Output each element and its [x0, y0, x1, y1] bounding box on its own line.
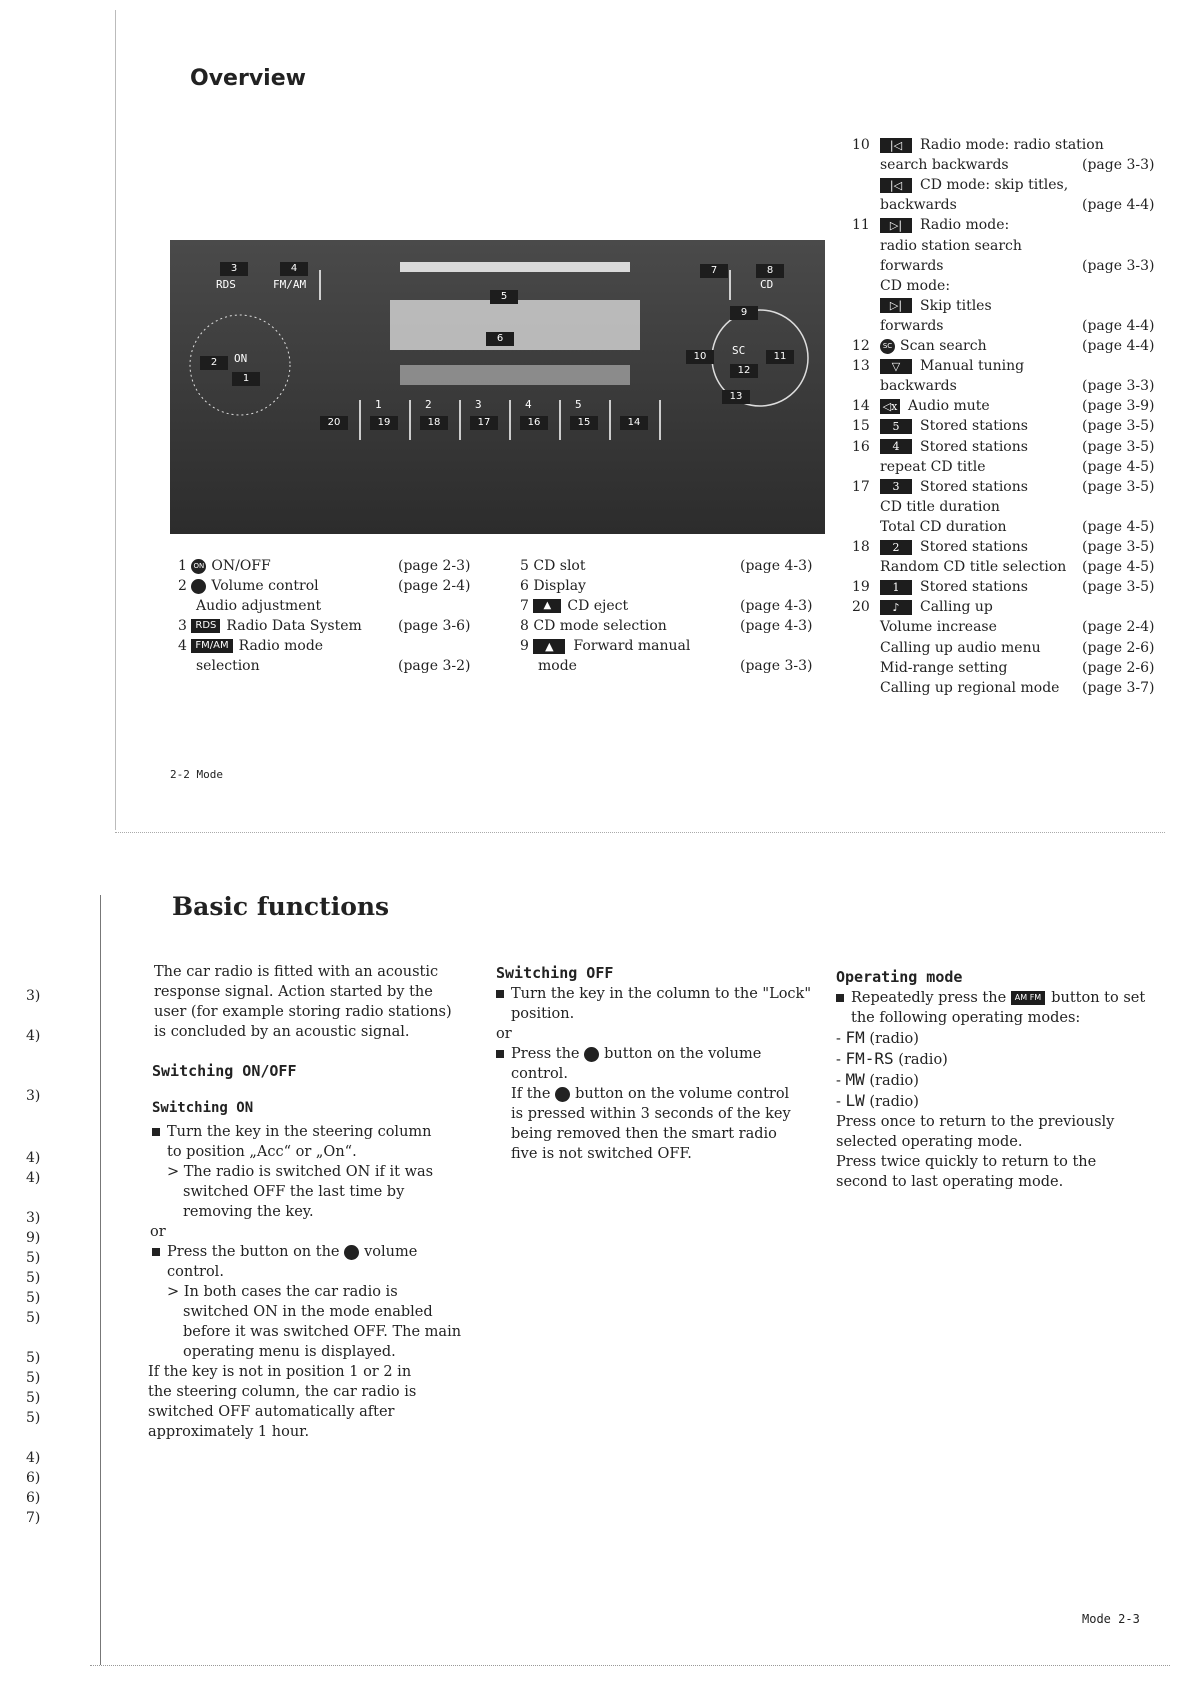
sc-label: SC — [732, 344, 746, 357]
operating-mode-body: Repeatedly press the AM FM button to set the following operating modes: - FM (radio) - FM-RS (radio) - MW (radio) - LW (radio) Press once to return to the previously selected operating mode. Press twice quickly to return to the second to last operating mode. — [836, 990, 1146, 1190]
list-item: 13 ▽ Manual tuning — [852, 358, 1025, 375]
operating-mode-heading: Operating mode — [836, 968, 963, 986]
list-item: Total CD duration — [880, 518, 1007, 535]
page-ref: (page 4-4) — [1082, 317, 1155, 334]
switching-on-heading: Switching ON — [152, 1100, 254, 1116]
list-item: 1 ON ON/OFF — [178, 558, 271, 574]
page-ref: (page 4-5) — [1082, 518, 1155, 535]
page-ref: (page 3-2) — [398, 658, 471, 674]
bullet-turn-key: Turn the key in the steering column to position „Acc“ or „On“. > The radio is switched ON if it was switched OFF the last time by removing the key. — [152, 1122, 482, 1222]
preset-3: 3 — [475, 398, 482, 411]
key-icon: ◁x — [880, 399, 900, 414]
key-icon: ▷| — [880, 218, 912, 233]
cd-label: CD — [760, 278, 774, 291]
callout-6: 6 — [486, 332, 514, 346]
list-item: search backwards — [880, 157, 1009, 174]
list-item: CD title duration — [880, 498, 1000, 515]
on-icon — [555, 1087, 570, 1102]
switching-off-heading: Switching OFF — [496, 964, 614, 982]
list-subline: selection — [196, 658, 260, 674]
page-ref: (page 2-3) — [398, 558, 471, 574]
page-ref: (page 4-4) — [1082, 338, 1155, 354]
margin-ref: 7) — [26, 1510, 41, 1526]
list-item: radio station search — [880, 237, 1022, 254]
or-text: or — [150, 1224, 166, 1240]
margin-ref: 4) — [26, 1170, 41, 1186]
callout-7: 7 — [700, 264, 728, 278]
page-ref: (page 3-5) — [1082, 478, 1155, 495]
preset-1: 1 — [375, 398, 382, 411]
list-item: 14 ◁x Audio mute — [852, 398, 990, 415]
page-ref: (page 2-6) — [1082, 659, 1155, 676]
list-item: 8 CD mode selection — [520, 618, 667, 634]
list-item: Mid-range setting — [880, 659, 1008, 676]
on-icon — [344, 1245, 359, 1260]
callout-18: 18 — [420, 416, 448, 430]
margin-ref: 6) — [26, 1470, 41, 1486]
margin-ref: 3) — [26, 1210, 41, 1226]
page-ref: (page 3-3) — [1082, 157, 1155, 174]
radio-photo — [170, 240, 825, 534]
list-item: 19 1 Stored stations — [852, 579, 1028, 596]
callout-3: 3 — [220, 262, 248, 276]
margin-ref: 6) — [26, 1490, 41, 1506]
page-ref: (page 4-3) — [740, 598, 813, 614]
margin-ref: 5) — [26, 1310, 41, 1326]
key-icon: 1 — [880, 580, 912, 595]
list-item: 17 3 Stored stations — [852, 478, 1028, 495]
page-ref: (page 3-5) — [1082, 418, 1155, 435]
callout-12: 12 — [730, 364, 758, 378]
callout-1: 1 — [232, 372, 260, 386]
page-ref: (page 3-7) — [1082, 679, 1155, 696]
auto-off-text: If the key is not in position 1 or 2 in the steering column, the car radio is switched OFF automatically after approximately 1 hour. — [148, 1364, 417, 1440]
key-icon: 4 — [880, 439, 912, 454]
on-icon: ON — [191, 559, 206, 574]
on-icon — [584, 1047, 599, 1062]
fmam-key-icon: FM/AM — [191, 639, 232, 653]
overview-title: Overview — [190, 66, 306, 91]
callout-17: 17 — [470, 416, 498, 430]
basic-functions-title: Basic functions — [172, 892, 390, 921]
callout-10: 10 — [686, 350, 714, 364]
preset-5: 5 — [575, 398, 582, 411]
list-item: CD mode: — [880, 277, 951, 294]
callout-5: 5 — [490, 290, 518, 304]
key-icon: 3 — [880, 479, 912, 494]
list-item: 7 ▲ CD eject — [520, 598, 629, 614]
margin-ref: 9) — [26, 1230, 41, 1246]
key-icon: ▷| — [880, 298, 912, 313]
footer-left: 2-2 Mode — [170, 768, 223, 781]
list-item: 11 ▷| Radio mode: — [852, 217, 1010, 234]
list-item: 16 4 Stored stations — [852, 438, 1028, 455]
eject-icon: ▲ — [533, 599, 561, 613]
list-item: Calling up regional mode — [880, 679, 1060, 696]
list-item: backwards — [880, 378, 957, 395]
margin-ref: 5) — [26, 1350, 41, 1366]
margin-ref: 4) — [26, 1450, 41, 1466]
switching-onoff-heading: Switching ON/OFF — [152, 1062, 297, 1080]
callout-4: 4 — [280, 262, 308, 276]
list-item: Calling up audio menu — [880, 639, 1041, 656]
callout-14: 14 — [620, 416, 648, 430]
callout-8: 8 — [756, 264, 784, 278]
key-icon: ♪ — [880, 600, 912, 615]
list-item: Volume increase — [880, 619, 997, 636]
margin-ref: 5) — [26, 1290, 41, 1306]
list-item: forwards — [880, 317, 944, 334]
callout-19: 19 — [370, 416, 398, 430]
page-ref: (page 3-5) — [1082, 579, 1155, 596]
volume-knob-icon — [191, 579, 206, 594]
callout-13: 13 — [722, 390, 750, 404]
page-ref: (page 4-4) — [1082, 197, 1155, 214]
margin-ref: 4) — [26, 1028, 41, 1044]
page-ref: (page 3-3) — [1082, 378, 1155, 395]
list-item: 5 CD slot — [520, 558, 586, 574]
list-subline: Audio adjustment — [196, 598, 322, 614]
page-ref: (page 2-4) — [398, 578, 471, 594]
margin-ref: 4) — [26, 1150, 41, 1166]
footer-right: Mode 2-3 — [1082, 1612, 1140, 1626]
page-ref: (page 3-3) — [740, 658, 813, 674]
margin-ref: 5) — [26, 1370, 41, 1386]
up-arrow-icon: ▲ — [533, 639, 565, 654]
key-icon: |◁ — [880, 178, 912, 193]
on-label: ON — [234, 352, 248, 365]
page-ref: (page 4-3) — [740, 618, 813, 634]
callout-16: 16 — [520, 416, 548, 430]
bullet-press-button: Press the button on the volume control. > In both cases the car radio is switched ON in the mode enabled before it was switched OFF. The main operating menu is displayed. — [152, 1242, 482, 1362]
preset-2: 2 — [425, 398, 432, 411]
margin-ref: 5) — [26, 1270, 41, 1286]
margin-ref: 5) — [26, 1390, 41, 1406]
key-icon: SC — [880, 339, 895, 354]
margin-ref: 3) — [26, 1088, 41, 1104]
list-subline: mode — [538, 658, 577, 674]
list-item: 15 5 Stored stations — [852, 418, 1028, 435]
margin-ref: 5) — [26, 1250, 41, 1266]
list-item: 9 ▲ Forward manual — [520, 638, 691, 654]
list-item: Random CD title selection — [880, 559, 1067, 576]
key-icon: ▽ — [880, 359, 912, 374]
key-icon: 5 — [880, 419, 912, 434]
page-ref: (page 4-5) — [1082, 458, 1155, 475]
list-item: 4 FM/AM Radio mode — [178, 638, 324, 654]
intro-text: The car radio is fitted with an acoustic response signal. Action started by the user (for example storing radio stations) is concluded by an acoustic signal. — [154, 964, 452, 1040]
callout-2: 2 — [200, 356, 228, 370]
margin-ref: 5) — [26, 1410, 41, 1426]
rds-key-icon: RDS — [191, 619, 220, 633]
preset-4: 4 — [525, 398, 532, 411]
list-item: 20 ♪ Calling up — [852, 599, 993, 616]
page-ref: (page 3-5) — [1082, 438, 1155, 455]
page-ref: (page 3-9) — [1082, 398, 1155, 415]
key-icon: 2 — [880, 540, 912, 555]
list-item: backwards — [880, 197, 957, 214]
fmam-label: FM/AM — [273, 278, 307, 291]
list-item: 3 RDS Radio Data System — [178, 618, 362, 634]
callout-11: 11 — [766, 350, 794, 364]
list-item: 6 Display — [520, 578, 586, 594]
list-item: repeat CD title — [880, 458, 986, 475]
key-icon: |◁ — [880, 138, 912, 153]
margin-ref: 3) — [26, 988, 41, 1004]
list-item: 10 |◁ Radio mode: radio station — [852, 137, 1104, 153]
list-item: 18 2 Stored stations — [852, 539, 1028, 555]
page-ref: (page 3-3) — [1082, 257, 1155, 274]
callout-15: 15 — [570, 416, 598, 430]
amfm-key-icon: AM FM — [1011, 991, 1045, 1005]
page-ref: (page 2-6) — [1082, 639, 1155, 656]
callout-9: 9 — [730, 306, 758, 320]
page-ref: (page 3-6) — [398, 618, 471, 634]
list-item: ▷| Skip titles — [852, 296, 992, 316]
rds-label: RDS — [216, 278, 236, 291]
page-ref: (page 3-5) — [1082, 539, 1155, 555]
list-item: 2 Volume control — [178, 578, 319, 594]
page-ref: (page 4-3) — [740, 558, 813, 574]
list-item: |◁ CD mode: skip titles, — [852, 175, 1068, 195]
page-ref: (page 4-5) — [1082, 559, 1155, 576]
callout-20: 20 — [320, 416, 348, 430]
list-item: forwards — [880, 257, 944, 274]
page-ref: (page 2-4) — [1082, 619, 1155, 636]
bullet-lock: Turn the key in the column to the "Lock" position. or Press the button on the volume control. If the button on the volume control is pressed within 3 seconds of the key being removed then the smart radio five is not switched OFF. — [496, 986, 812, 1162]
list-item: 12 SC Scan search — [852, 338, 987, 354]
